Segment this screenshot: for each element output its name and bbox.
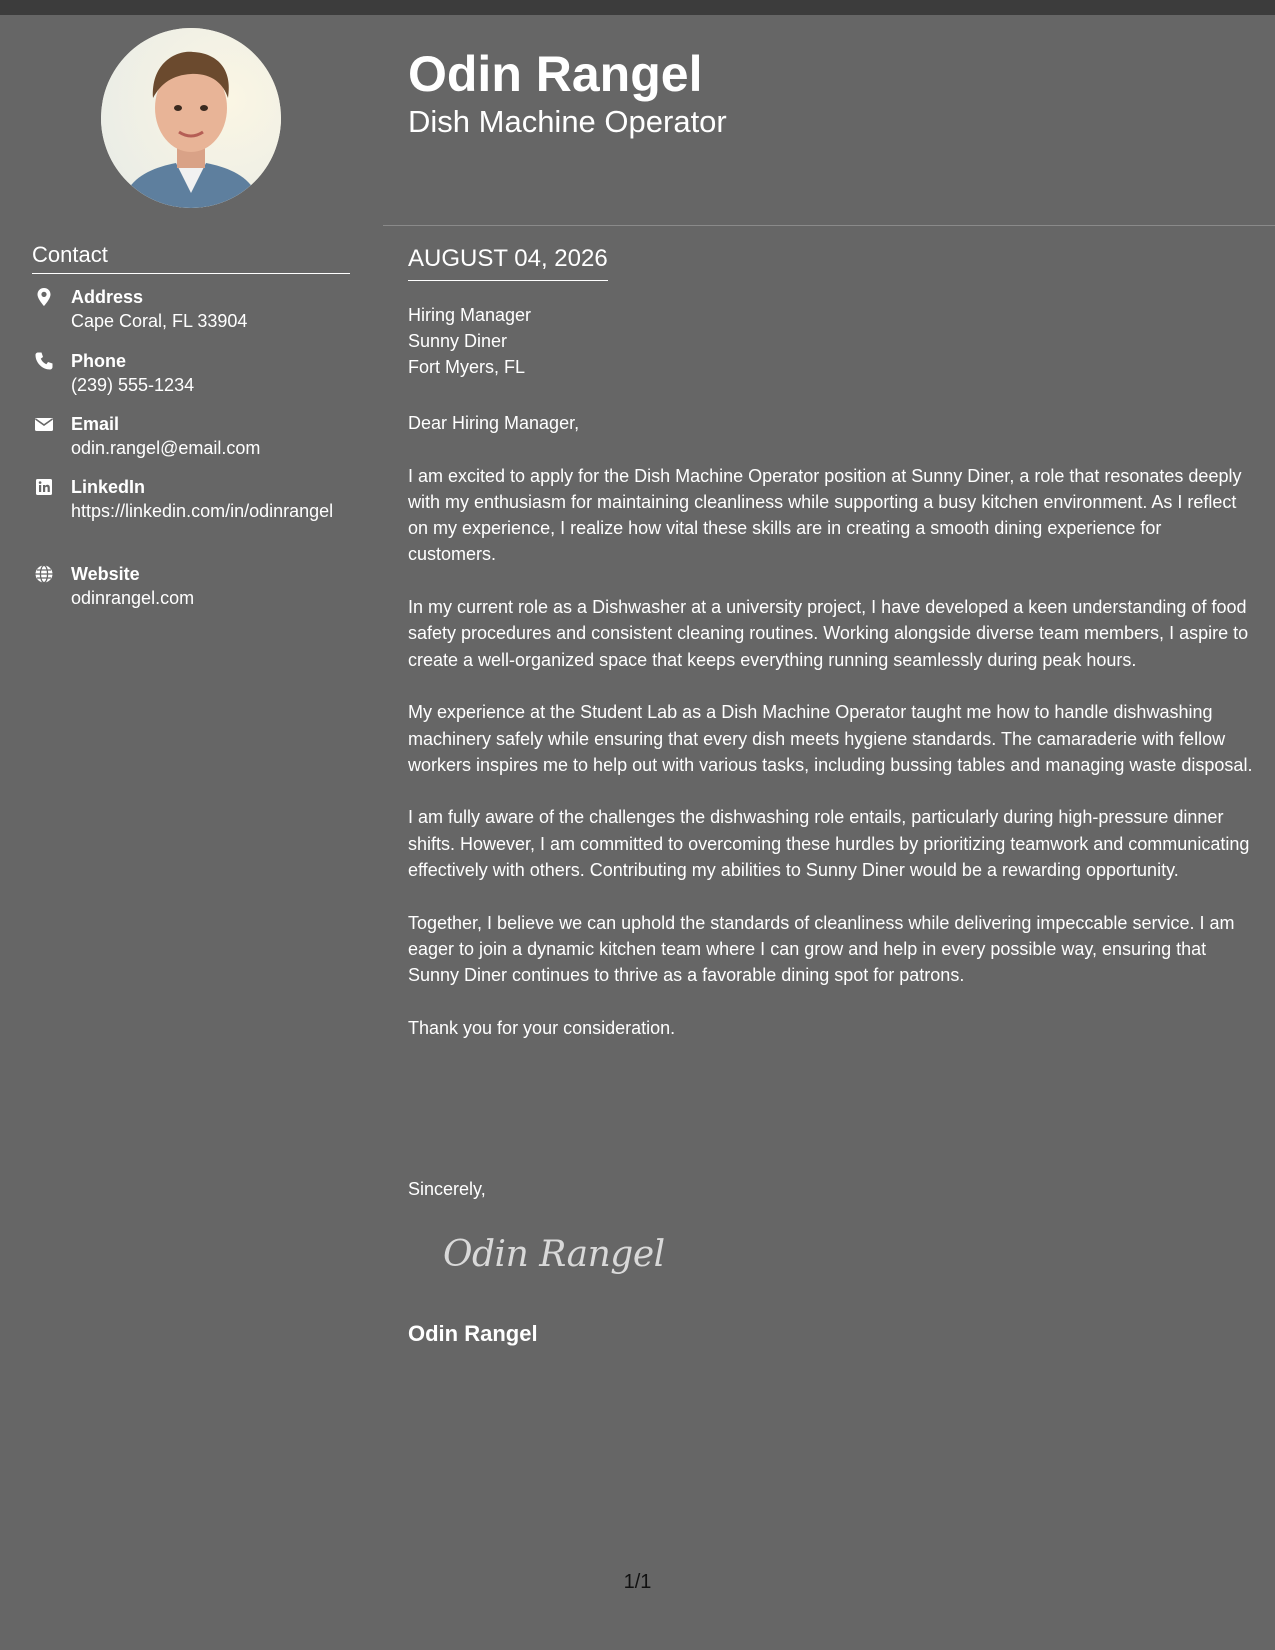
letter-paragraph: I am excited to apply for the Dish Machine Operator position at Sunny Diner, a role that resonates deeply with my enthusiasm for maintaining cleanliness while supporting a busy kitchen environment. As I reflect on my experience, I realize how vital these skills are in creating a smooth dining experience for customers. [408, 465, 1242, 565]
letter-paragraph: Together, I believe we can uphold the standards of cleanliness while delivering impeccable service. I am eager to join a dynamic kitchen team where I can grow and help in every possible way, ensuring that Sunny Diner continues to thrive as a favorable dining spot for patrons. [408, 912, 1235, 986]
top-bar [0, 0, 1275, 15]
signer-name: Odin Rangel [408, 1321, 538, 1346]
contact-label-website: Website [71, 564, 140, 584]
globe-icon [34, 564, 54, 584]
letter-paragraph: In my current role as a Dishwasher at a university project, I have developed a keen understanding of food safety procedures and consistent cleaning routines. Working alongside diverse team members, I aspire to create a well-organized space that keeps everything running seamlessly during peak hours. [408, 597, 1249, 670]
contact-item-email [32, 412, 391, 460]
letter-paragraph: Thank you for your consideration. [408, 1017, 676, 1038]
letter-date: AUGUST 04, 2026 [408, 244, 608, 281]
envelope-icon [34, 414, 54, 434]
map-pin-icon [34, 287, 54, 307]
header-divider [383, 225, 1275, 226]
job-title: Dish Machine Operator [408, 104, 727, 139]
contact-label-address: Address [71, 287, 144, 307]
recipient-line: Fort Myers, FL [408, 357, 526, 377]
letter-paragraph: My experience at the Student Lab as a Dish Machine Operator taught me how to handle dishwashing machinery safely while ensuring that every dish meets hygiene standards. The camaraderie with fellow workers inspires me to help out with various tasks, including bussing tables and managing waste disposal. [408, 702, 1253, 775]
contact-value-linkedin[interactable]: https://linkedin.com/in/odinrangel [71, 501, 334, 521]
contact-label-linkedin: LinkedIn [71, 477, 146, 497]
recipient-block [408, 302, 531, 380]
recipient-line: Sunny Diner [408, 331, 508, 351]
contact-item-address [32, 285, 391, 333]
letter-body [408, 410, 1253, 1067]
handwritten-signature: Odin Rangel [443, 1234, 665, 1275]
contact-heading: Contact [32, 241, 350, 274]
applicant-name: Odin Rangel [408, 46, 703, 102]
recipient-line: Hiring Manager [408, 305, 532, 325]
letter-paragraph: I am fully aware of the challenges the dishwashing role entails, particularly during high-pressure dinner shifts. However, I am committed to overcoming these hurdles by prioritizing teamwork and communicating effectively with others. Contributing my abilities to Sunny Diner would be a rewarding opportunity. [408, 807, 1250, 881]
linkedin-icon [34, 477, 54, 497]
phone-icon [34, 351, 54, 371]
contact-value-website[interactable]: odinrangel.com [71, 588, 195, 608]
contact-value-address: Cape Coral, FL 33904 [71, 311, 248, 331]
contact-label-phone: Phone [71, 351, 127, 371]
contact-value-email: odin.rangel@email.com [71, 438, 261, 458]
sidebar [0, 15, 383, 1650]
closing: Sincerely, [408, 1179, 486, 1199]
page-number: 1/1 [623, 1571, 652, 1593]
salutation: Dear Hiring Manager, [408, 413, 580, 433]
contact-item-phone [32, 349, 391, 397]
contact-item-website [32, 562, 391, 610]
contact-value-phone: (239) 555-1234 [71, 375, 195, 395]
contact-label-email: Email [71, 414, 120, 434]
contact-item-linkedin [32, 475, 391, 523]
profile-photo [101, 28, 281, 208]
